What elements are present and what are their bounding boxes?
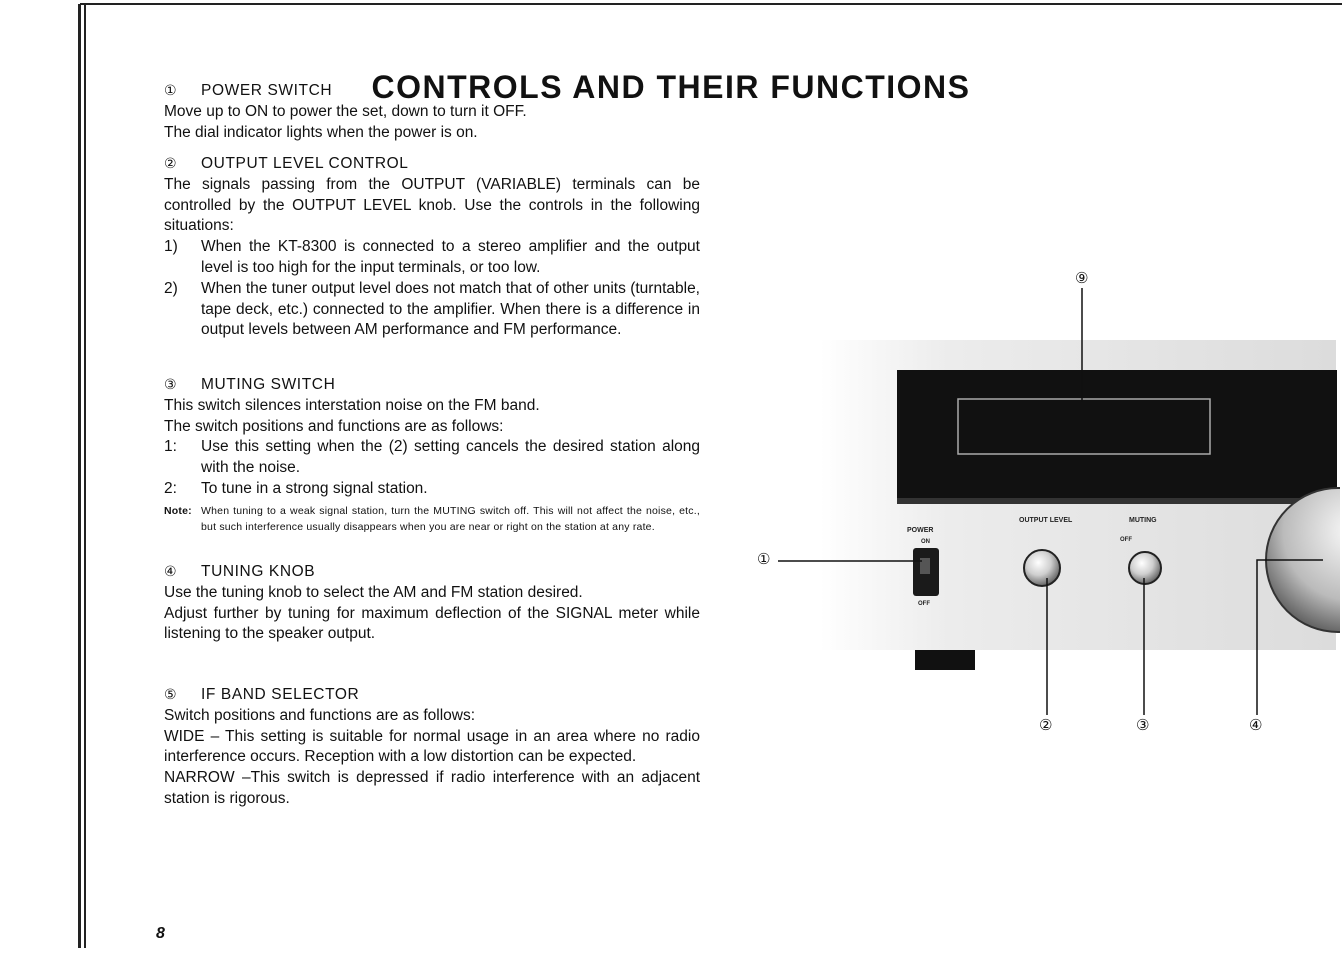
heading-text: POWER SWITCH <box>201 82 333 99</box>
list-item <box>164 437 700 479</box>
heading-text: TUNING KNOB <box>201 563 316 580</box>
list-item-text: When the KT-8300 is connected to a stereo amplifier and the output level is too high for the input terminals, or too low. <box>201 238 700 276</box>
body-paragraph: WIDE – This setting is suitable for normal usage in an area where no radio interference occurs. Reception with a low distortion can be expected. <box>164 727 700 766</box>
section-number: ④ <box>164 564 178 580</box>
page-title: CONTROLS AND THEIR FUNCTIONS <box>371 69 971 105</box>
callout-3: ③ <box>1136 716 1150 734</box>
section-output-level-control <box>164 154 700 341</box>
section-heading <box>164 562 700 583</box>
note <box>164 504 700 536</box>
front-panel-figure <box>740 260 1340 750</box>
body-line: Move up to ON to power the set, down to turn it OFF. <box>164 102 527 120</box>
off-panel-label: OFF <box>918 601 930 607</box>
list-item <box>164 237 700 279</box>
callout-9: ⑨ <box>1075 269 1089 287</box>
section-number: ① <box>164 83 178 99</box>
list-item-label: 1) <box>164 238 178 256</box>
section-muting-switch <box>164 375 700 535</box>
callout-2: ② <box>1039 716 1053 734</box>
list-item-text: Use this setting when the (2) setting cancels the desired station along with the noise. <box>201 438 700 477</box>
section-tuning-knob <box>164 562 700 645</box>
front-panel-illustration <box>740 260 1340 750</box>
power-panel-label: POWER <box>907 527 934 534</box>
body-line: This switch silences interstation noise on the FM band. <box>164 396 540 414</box>
section-number: ② <box>164 156 178 172</box>
list-item-label: 2) <box>164 279 178 297</box>
muting-off-panel-label: OFF <box>1120 537 1132 543</box>
list-item-label: 1: <box>164 438 177 456</box>
list-item-text: To tune in a strong signal station. <box>201 479 428 497</box>
body-line: The switch positions and functions are as follows: <box>164 417 504 435</box>
page-number: 8 <box>156 925 165 942</box>
list-item <box>164 279 700 341</box>
section-number: ⑤ <box>164 687 178 703</box>
section-heading <box>164 375 700 396</box>
body-paragraph: NARROW –This switch is depressed if radio interference with an adjacent station is rigorous. <box>164 769 700 807</box>
body-line: The dial indicator lights when the power is on. <box>164 123 478 141</box>
note-text: When tuning to a weak signal station, turn the MUTING switch off. This will not affect the noise, etc., but such interference usually disappears when you are near or right on the station at any rate. <box>201 504 700 533</box>
binding-edge-line-inner <box>84 4 86 948</box>
heading-text: OUTPUT LEVEL CONTROL <box>201 155 409 172</box>
heading-text: MUTING SWITCH <box>201 376 336 393</box>
callout-1: ① <box>757 550 771 568</box>
body-paragraph: Adjust further by tuning for maximum deflection of the SIGNAL meter while listening to the speaker output. <box>164 604 700 643</box>
list-item-label: 2: <box>164 479 177 497</box>
body-paragraph: The signals passing from the OUTPUT (VARIABLE) terminals can be controlled by the OUTPUT LEVEL knob. Use the controls in the following situations: <box>164 175 700 235</box>
list-item-text: When the tuner output level does not match that of other units (turntable, tape deck, etc.) connected to the amplifier. When there is a difference in output levels between AM performance and FM performance. <box>201 279 700 339</box>
body-line: Use the tuning knob to select the AM and FM station desired. <box>164 583 583 601</box>
body-line: Switch positions and functions are as follows: <box>164 706 476 724</box>
section-heading <box>164 81 700 102</box>
section-heading <box>164 154 700 175</box>
on-panel-label: ON <box>921 539 930 545</box>
note-label: Note: <box>164 504 192 517</box>
output-level-panel-label: OUTPUT LEVEL <box>1019 517 1073 524</box>
heading-text: IF BAND SELECTOR <box>201 686 360 703</box>
section-power-switch <box>164 81 700 143</box>
list-item <box>164 479 700 500</box>
callout-4: ④ <box>1249 716 1263 734</box>
binding-edge-line <box>78 4 81 948</box>
muting-panel-label: MUTING <box>1129 517 1157 524</box>
section-number: ③ <box>164 377 178 393</box>
section-if-band-selector <box>164 685 700 810</box>
top-border-line <box>80 3 1342 5</box>
section-heading <box>164 685 700 706</box>
